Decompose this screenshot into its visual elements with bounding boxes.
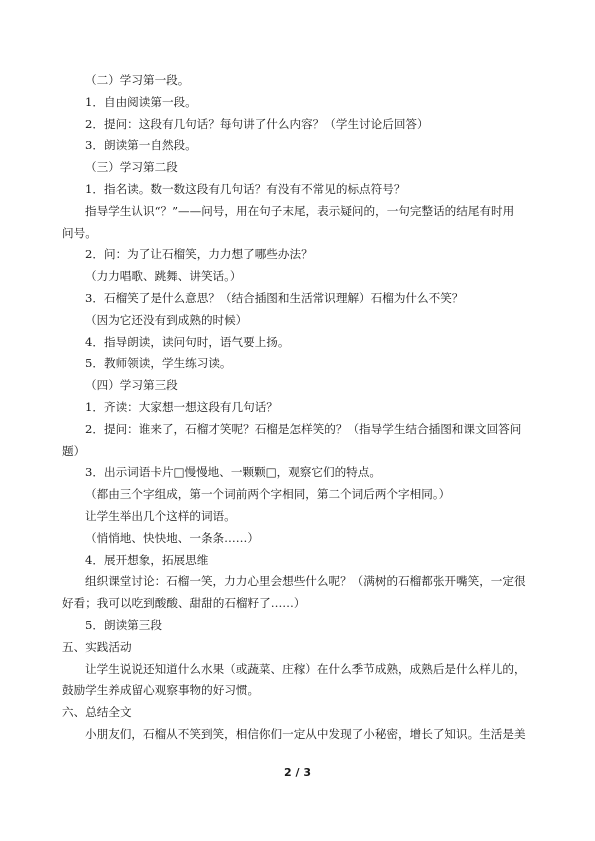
paragraph-line: 3．朗读第一自然段。 bbox=[85, 138, 197, 153]
paragraph-line: 题） bbox=[62, 443, 86, 458]
paragraph-line: 组织课堂讨论：石榴一笑，力力心里会想些什么呢？（满树的石榴都张开嘴笑，一定很 bbox=[85, 574, 526, 589]
paragraph-line: 五、实践活动 bbox=[62, 639, 132, 654]
paragraph-line: 问号。 bbox=[62, 225, 97, 240]
paragraph-line: 好看；我可以吃到酸酸、甜甜的石榴籽了……） bbox=[62, 596, 306, 611]
paragraph-line: 5．教师领读，学生练习读。 bbox=[85, 356, 232, 371]
paragraph-line: 1．自由阅读第一段。 bbox=[85, 94, 197, 109]
document-body bbox=[62, 70, 536, 746]
paragraph-line: （二）学习第一段。 bbox=[85, 73, 190, 87]
paragraph-line: 1．齐读：大家想一想这段有几句话？ bbox=[85, 399, 278, 414]
paragraph-line: （悄悄地、快快地、一条条……） bbox=[85, 530, 259, 545]
paragraph-line: 2．提问：这段有几句话？每句讲了什么内容？（学生讨论后回答） bbox=[85, 116, 429, 131]
paragraph-line: （因为它还没有到成熟的时候） bbox=[85, 312, 248, 327]
page-number: 2 / 3 bbox=[284, 766, 311, 779]
paragraph-line: 3．石榴笑了是什么意思？（结合插图和生活常识理解）石榴为什么不笑？ bbox=[85, 290, 464, 305]
paragraph-line: 4．展开想象，拓展思维 bbox=[85, 552, 209, 567]
paragraph-line: （三）学习第二段 bbox=[85, 160, 178, 175]
paragraph-line: 六、总结全文 bbox=[62, 705, 132, 720]
paragraph-line: 让学生举出几个这样的词语。 bbox=[85, 508, 236, 523]
paragraph-line: 5．朗读第三段 bbox=[85, 617, 162, 632]
paragraph-line: 小朋友们，石榴从不笑到笑，相信你们一定从中发现了小秘密，增长了知识。生活是美 bbox=[85, 726, 526, 741]
paragraph-line: （都由三个字组成，第一个词前两个字相同，第二个词后两个字相同。） bbox=[85, 487, 451, 502]
paragraph-line: 1．指名读。数一数这段有几句话？有没有不常见的标点符号？ bbox=[85, 181, 406, 196]
paragraph-line: 让学生说说还知道什么水果（或蔬菜、庄稼）在什么季节成熟，成熟后是什么样儿的， bbox=[85, 661, 526, 676]
paragraph-line: 3．出示词语卡片□慢慢地、一颗颗□，观察它们的特点。 bbox=[85, 465, 381, 480]
paragraph-line: 鼓励学生养成留心观察事物的好习惯。 bbox=[62, 683, 260, 698]
paragraph-line: 4．指导朗读，读问句时，语气要上扬。 bbox=[85, 334, 290, 349]
paragraph-line: （力力唱歌、跳舞、讲笑话。） bbox=[85, 269, 242, 284]
paragraph-line: 指导学生认识“？”——问号，用在句子末尾，表示疑问的，一句完整话的结尾有时用 bbox=[85, 203, 515, 218]
paragraph-line: 2．问：为了让石榴笑，力力想了哪些办法？ bbox=[85, 247, 313, 262]
paragraph-line: 2．提问：谁来了，石榴才笑呢？石榴是怎样笑的？（指导学生结合插图和课文回答问 bbox=[85, 421, 522, 436]
paragraph-line: （四）学习第三段 bbox=[85, 378, 178, 393]
